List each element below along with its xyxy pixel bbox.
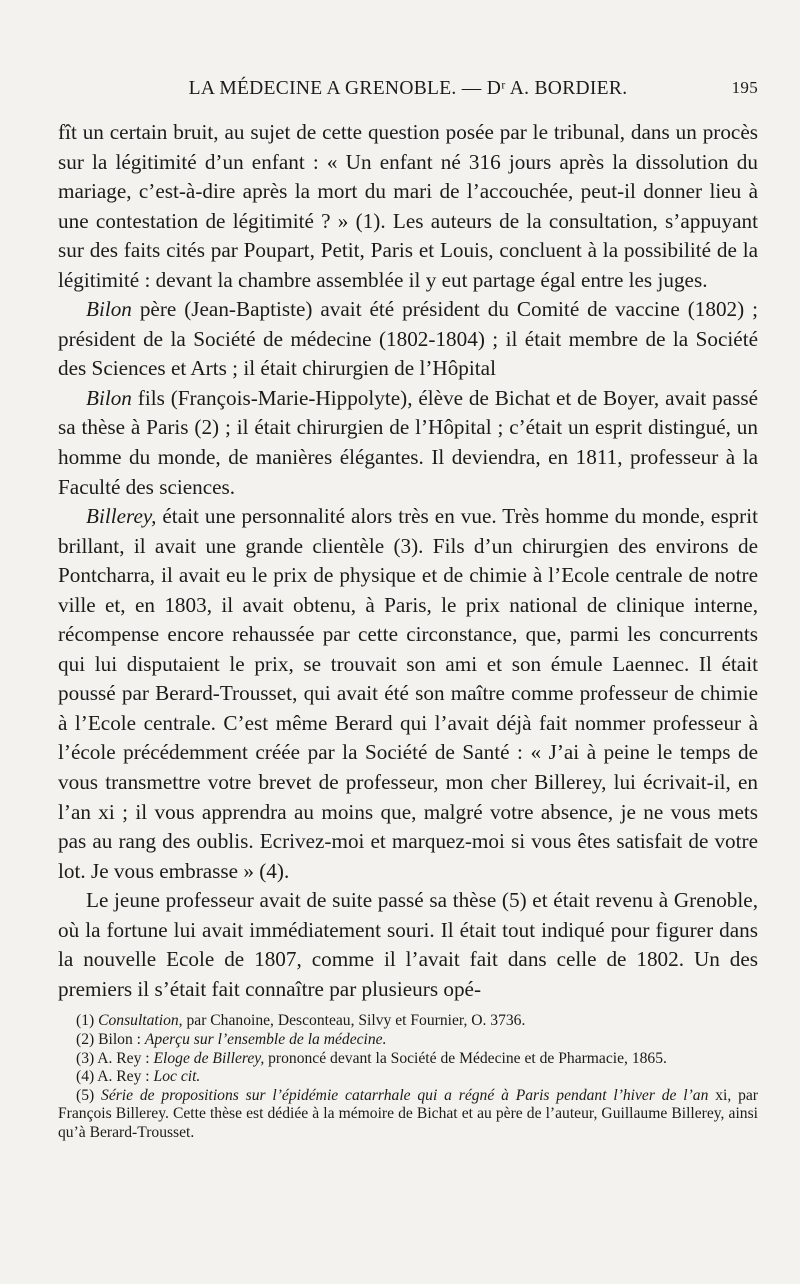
name-bilon-pere: Bilon xyxy=(86,297,132,322)
paragraph-2 xyxy=(58,295,758,384)
footnote-5-text: xi, par François Billerey. Cette thèse est dédiée à la mémoire de Bichat et au père de l’auteur, Guillaume Billerey, ainsi qu’à Berard-Trousset. xyxy=(58,1086,758,1141)
book-page xyxy=(58,78,758,1143)
name-bilon-fils: Bilon xyxy=(86,385,132,410)
footnote-5 xyxy=(58,1087,758,1143)
paragraph-4 xyxy=(58,502,758,886)
page-number: 195 xyxy=(731,78,758,97)
footnote-4-marker: (4) A. Rey : xyxy=(76,1068,154,1086)
footnote-3-title: Eloge de Billerey, xyxy=(153,1049,265,1067)
paragraph-5: Le jeune professeur avait de suite passé sa thèse (5) et était revenu à Grenoble, où la fortune lui avait immédiatement souri. Il était tout indiqué pour figurer dans la nouvelle Ecole de 1807, comme il l’avait fait dans celle de 1802. Un des premiers il s’était fait connaître par plusieurs opé- xyxy=(58,888,758,1001)
running-header xyxy=(58,78,758,118)
footnote-1-text: par Chanoine, Desconteau, Silvy et Fournier, O. 3736. xyxy=(182,1012,526,1030)
footnote-2-title: Aperçu sur l’ensemble de la médecine. xyxy=(144,1031,387,1048)
footnote-3 xyxy=(58,1050,758,1069)
paragraph-3 xyxy=(58,384,758,502)
footnote-1 xyxy=(58,1012,758,1031)
running-title: LA MÉDECINE A GRENOBLE. — Dʳ A. BORDIER. xyxy=(188,78,628,99)
paragraph-1: fît un certain bruit, au sujet de cette question posée par le tribunal, dans un procès sur la légitimité d’un enfant : « Un enfant né 316 jours après la dissolution du mariage, c’est-à-dire après la mort du mari de l’accouchée, peut-il donner lieu à une contestation de légitimité ? » (1). Les auteurs de la consultation, s’appuyant sur des faits cités par Poupart, Petit, Paris et Louis, concluent à la possibilité de la légitimité : devant la chambre assemblée il y eut partage égal entre les juges. xyxy=(58,120,758,292)
footnote-5-marker: (5) xyxy=(76,1086,102,1104)
footnote-1-marker: (1) xyxy=(76,1012,99,1030)
main-text xyxy=(58,118,758,1004)
footnotes xyxy=(58,1012,758,1142)
footnote-3-marker: (3) A. Rey : xyxy=(76,1049,154,1067)
paragraph-3-text: fils (François-Marie-Hippolyte), élève de Bichat et de Boyer, avait passé sa thèse à Paris (2) ; il était chirurgien de l’Hôpital ; c’était un esprit distingué, un homme du monde, de manières élégantes. Il deviendra, en 1811, professeur à la Faculté des sciences. xyxy=(58,385,758,499)
footnote-3-text: prononcé devant la Société de Médecine et de Pharmacie, 1865. xyxy=(264,1049,667,1067)
name-billerey: Billerey, xyxy=(86,504,157,529)
footnote-4 xyxy=(58,1068,758,1087)
footnote-2-marker: (2) Bilon : xyxy=(76,1031,145,1048)
footnote-2 xyxy=(58,1031,758,1050)
paragraph-2-text: père (Jean-Baptiste) avait été président du Comité de vaccine (1802) ; président de la Société de médecine (1802-1804) ; il était membre de la Société des Sciences et Arts ; il était chirurgien de l’Hôpital xyxy=(58,297,758,381)
paragraph-4-text: était une personnalité alors très en vue. Très homme du monde, esprit brillant, il avait une grande clientèle (3). Fils d’un chirurgien des environs de Pontcharra, il avait eu le prix de physique et de chimie à l’Ecole centrale de notre ville et, en 1803, il avait obtenu, à Paris, le prix national de clinique interne, récompense encore rehaussée par cette circonstance, que, parmi les concurrents qui lui disputaient le prix, se trouvait son ami et son émule Laennec. Il était poussé par Berard-Trousset, qui avait été son maître comme professeur de chimie à l’Ecole centrale. C’est même Berard qui l’avait déjà fait nommer professeur à l’école précédemment créée par la Société de Santé : « J’ai à peine le temps de vous transmettre votre brevet de professeur, mon cher Billerey, lui écrivait-il, en l’an xi ; il vous apprendra au moins que, malgré votre absence, je ne vous mets pas au rang des oublis. Ecrivez-moi et marquez-moi si vous êtes satisfait de votre lot. Je vous embrasse » (4). xyxy=(58,504,758,883)
footnote-1-title: Consultation, xyxy=(98,1012,183,1030)
footnote-5-title: Série de propositions sur l’épidémie catarrhale qui a régné à Paris pendant l’hiver de l’an xyxy=(101,1086,709,1104)
footnote-4-title: Loc cit. xyxy=(153,1068,201,1086)
